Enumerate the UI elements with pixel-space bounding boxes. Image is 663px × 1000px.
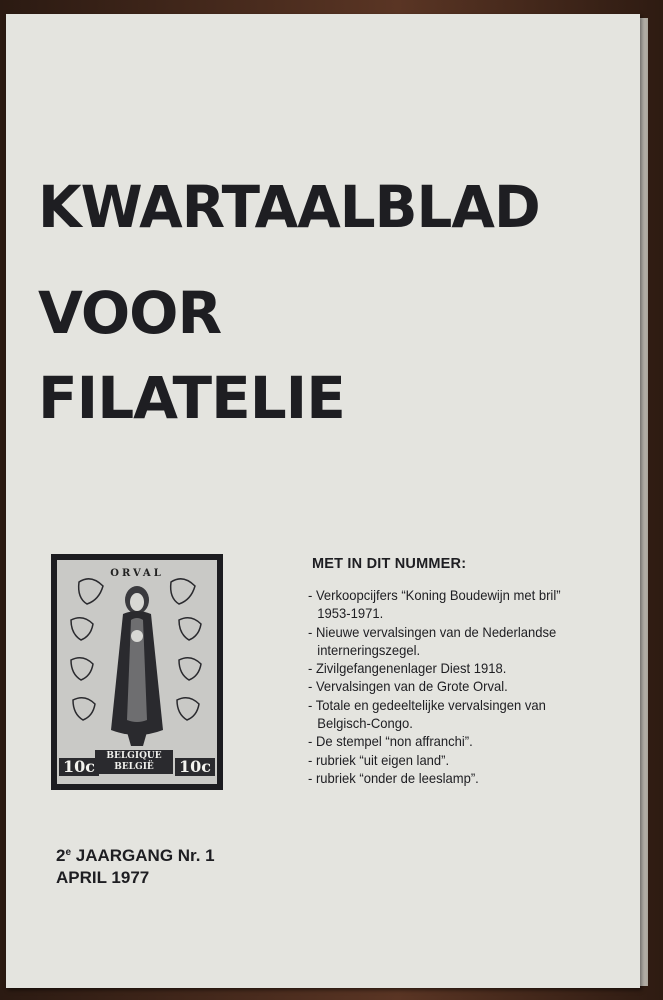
contents-heading: MET IN DIT NUMMER: — [312, 556, 467, 572]
list-item: - Zivilgefangenenlager Diest 1918. — [308, 660, 507, 677]
page-edge — [640, 18, 648, 986]
stamp-image — [51, 554, 223, 790]
list-item: - rubriek “onder de leeslamp”. — [308, 769, 479, 786]
list-item: - rubriek “uit eigen land”. — [308, 751, 450, 768]
list-item: - Totale en gedeeltelijke vervalsingen van Belgisch-Congo. — [308, 696, 546, 732]
title-line-3: FILATELIE — [38, 364, 345, 432]
table-of-contents — [308, 556, 628, 787]
list-item: - Verkoopcijfers “Koning Boudewijn met bril” 1953-1971. — [308, 587, 561, 622]
volume-line — [56, 842, 215, 867]
issue-info — [56, 842, 215, 889]
stamp-inner — [57, 560, 217, 784]
volume-rest: JAARGANG Nr. 1 — [71, 846, 215, 865]
title-line-2: VOOR — [38, 279, 222, 347]
issue-date: APRIL 1977 — [56, 868, 150, 887]
list-item: - De stempel “non affranchi”. — [308, 733, 473, 750]
contents-list — [308, 586, 628, 787]
stamp-value-right: 10c — [175, 758, 215, 776]
title-line-1: KWARTAALBLAD — [38, 173, 540, 241]
volume-number: 2 — [56, 846, 66, 865]
list-item: - Vervalsingen van de Grote Orval. — [308, 678, 508, 695]
cover-page — [6, 14, 640, 988]
stamp-country-text: BELGIQUE BELGIË — [95, 750, 173, 774]
stamp-value-left: 10c — [59, 758, 99, 776]
stamp-top-text: ORVAL — [110, 568, 164, 579]
volume-suffix: e — [65, 847, 72, 858]
list-item: - Nieuwe vervalsingen van de Nederlandse interneringszegel. — [308, 623, 557, 658]
